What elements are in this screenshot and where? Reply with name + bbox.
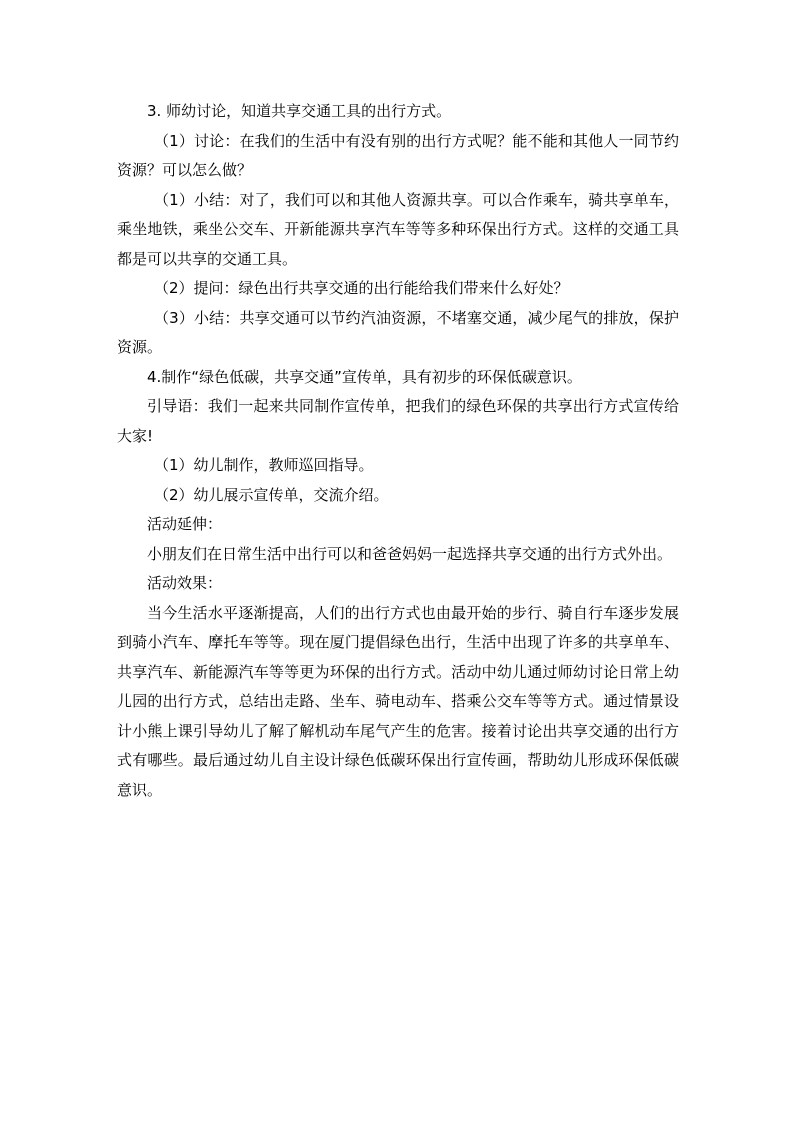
effect-heading: 活动效果： bbox=[147, 574, 223, 592]
step-2: （2）幼儿展示宣传单，交流介绍。 bbox=[154, 485, 389, 504]
summary-3: （3）小结：共享交通可以节约汽油资源，不堵塞交通，减少尾气的排放，保护资源。 bbox=[117, 308, 679, 356]
step-1: （1）幼儿制作，教师巡回指导。 bbox=[154, 456, 374, 474]
guide-text: 引导语：我们一起来共同制作宣传单，把我们的绿色环保的共享出行方式宣传给大家! bbox=[117, 397, 679, 445]
discussion-question: （1）讨论：在我们的生活中有没有别的出行方式呢？能不能和其他人一同节约资源？可以怎么做？ bbox=[117, 131, 679, 179]
question-2: （2）提问：绿色出行共享交通的出行能给我们带来什么好处？ bbox=[154, 279, 569, 297]
extension-text: 小朋友们在日常生活中出行可以和爸爸妈妈一起选择共享交通的出行方式外出。 bbox=[147, 544, 673, 563]
section-heading-3: 3. 师幼讨论，知道共享交通工具的出行方式。 bbox=[147, 102, 452, 120]
effect-text: 当今生活水平逐渐提高，人们的出行方式也由最开始的步行、骑自行车逐步发展到骑小汽车、摩托车等等。现在厦门提倡绿色出行，生活中出现了许多的共享单车、共享汽车、新能源汽车等等更为环保的出行方式。活动中幼儿通过师幼讨论日常上幼儿园的出行方式，总结出走路、坐车、骑电动车、搭乘公交车等等方式。通过情景设计小熊上课引导幼儿了解了解机动车尾气产生的危害。接着讨论出共享交通的出行方式有哪些。最后通过幼儿自主设计绿色低碳环保出行宣传画，帮助幼儿形成环保低碳意识。 bbox=[117, 603, 679, 799]
section-heading-4: 4.制作“绿色低碳，共享交通”宣传单，具有初步的环保低碳意识。 bbox=[147, 367, 582, 386]
extension-heading: 活动延伸： bbox=[147, 515, 223, 533]
summary-1: （1）小结：对了，我们可以和其他人资源共享。可以合作乘车，骑共享单车，乘坐地铁，乘坐公交车、开新能源共享汽车等等多种环保出行方式。这样的交通工具都是可以共享的交通工具。 bbox=[117, 190, 679, 268]
document-body bbox=[117, 97, 679, 805]
